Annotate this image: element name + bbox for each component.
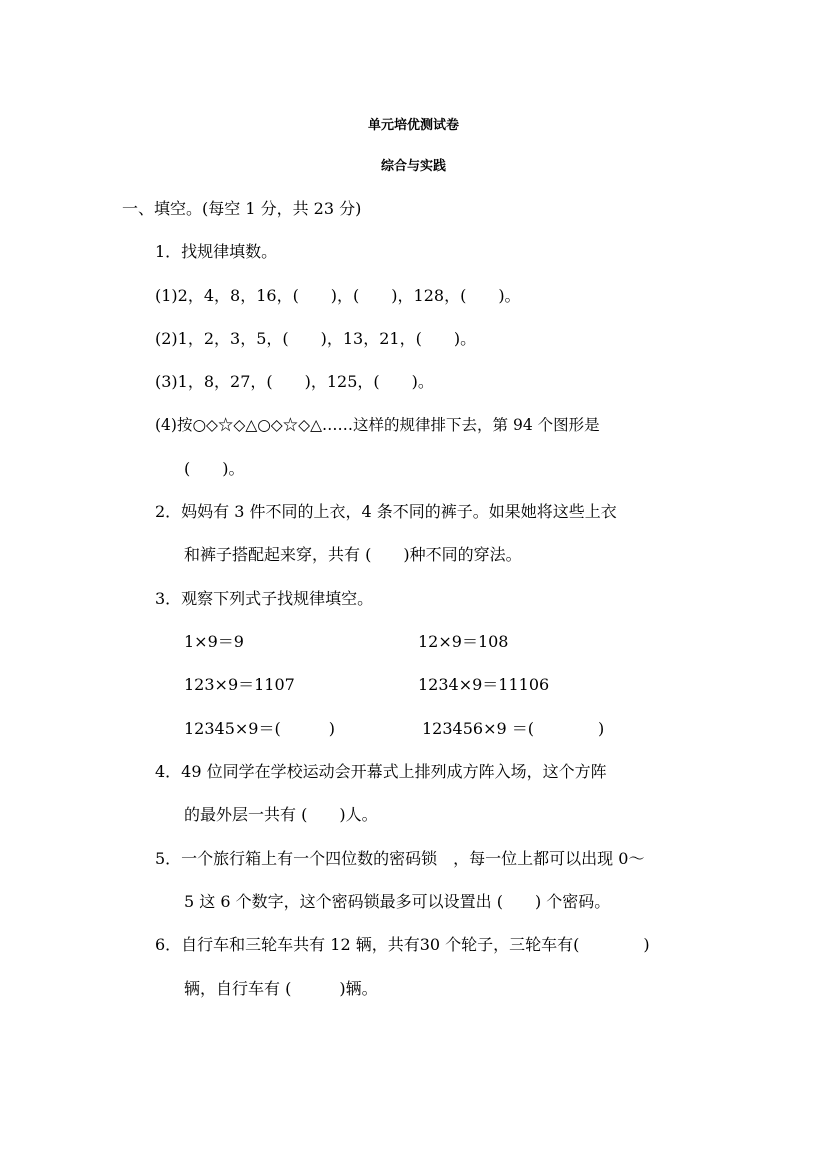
question-4-line-1: 4．49 位同学在学校运动会开幕式上排列成方阵入场，这个方阵	[155, 762, 607, 781]
question-2-line-1: 2．妈妈有 3 件不同的上衣，4 条不同的裤子。如果她将这些上衣	[155, 502, 617, 521]
question-1-sub-3: (3)1，8，27，( )，125，( )。	[155, 372, 434, 391]
question-3-stem: 3．观察下列式子找规律填空。	[155, 589, 374, 608]
equation-6: 123456×9 ＝( )	[422, 719, 605, 738]
question-5-line-1: 5．一个旅行箱上有一个四位数的密码锁 ，每一位上都可以出现 0～	[155, 849, 645, 868]
question-1-sub-4: (4)按○◇☆◇△○◇☆◇△……这样的规律排下去，第 94 个图形是	[155, 416, 600, 434]
equation-3: 123×9＝1107	[184, 675, 295, 694]
page-subtitle: 综合与实践	[380, 159, 446, 174]
equation-1: 1×9＝9	[184, 632, 244, 651]
equation-2: 12×9＝108	[418, 632, 509, 651]
page-title: 单元培优测试卷	[367, 118, 459, 133]
question-5-line-2: 5 这 6 个数字，这个密码锁最多可以设置出 ( ) 个密码。	[184, 892, 611, 911]
equation-5: 12345×9＝( )	[184, 719, 335, 738]
question-6-line-2: 辆，自行车有 ( )辆。	[184, 979, 378, 998]
question-6-line-1: 6．自行车和三轮车共有 12 辆，共有30 个轮子，三轮车有( )	[155, 935, 650, 954]
question-2-line-2: 和裤子搭配起来穿，共有 ( )种不同的穿法。	[184, 545, 522, 564]
question-1-sub-4-answer: ( )。	[184, 459, 245, 478]
equation-4: 1234×9＝11106	[418, 675, 550, 694]
question-4-line-2: 的最外层一共有 ( )人。	[184, 805, 378, 824]
question-1-sub-1: (1)2，4，8，16，( )，( )，128，( )。	[155, 286, 521, 305]
section-heading: 一、填空。(每空 1 分，共 23 分)	[122, 199, 362, 218]
question-1-sub-2: (2)1，2，3，5，( )，13，21，( )。	[155, 329, 477, 348]
question-1-stem: 1．找规律填数。	[155, 242, 278, 261]
